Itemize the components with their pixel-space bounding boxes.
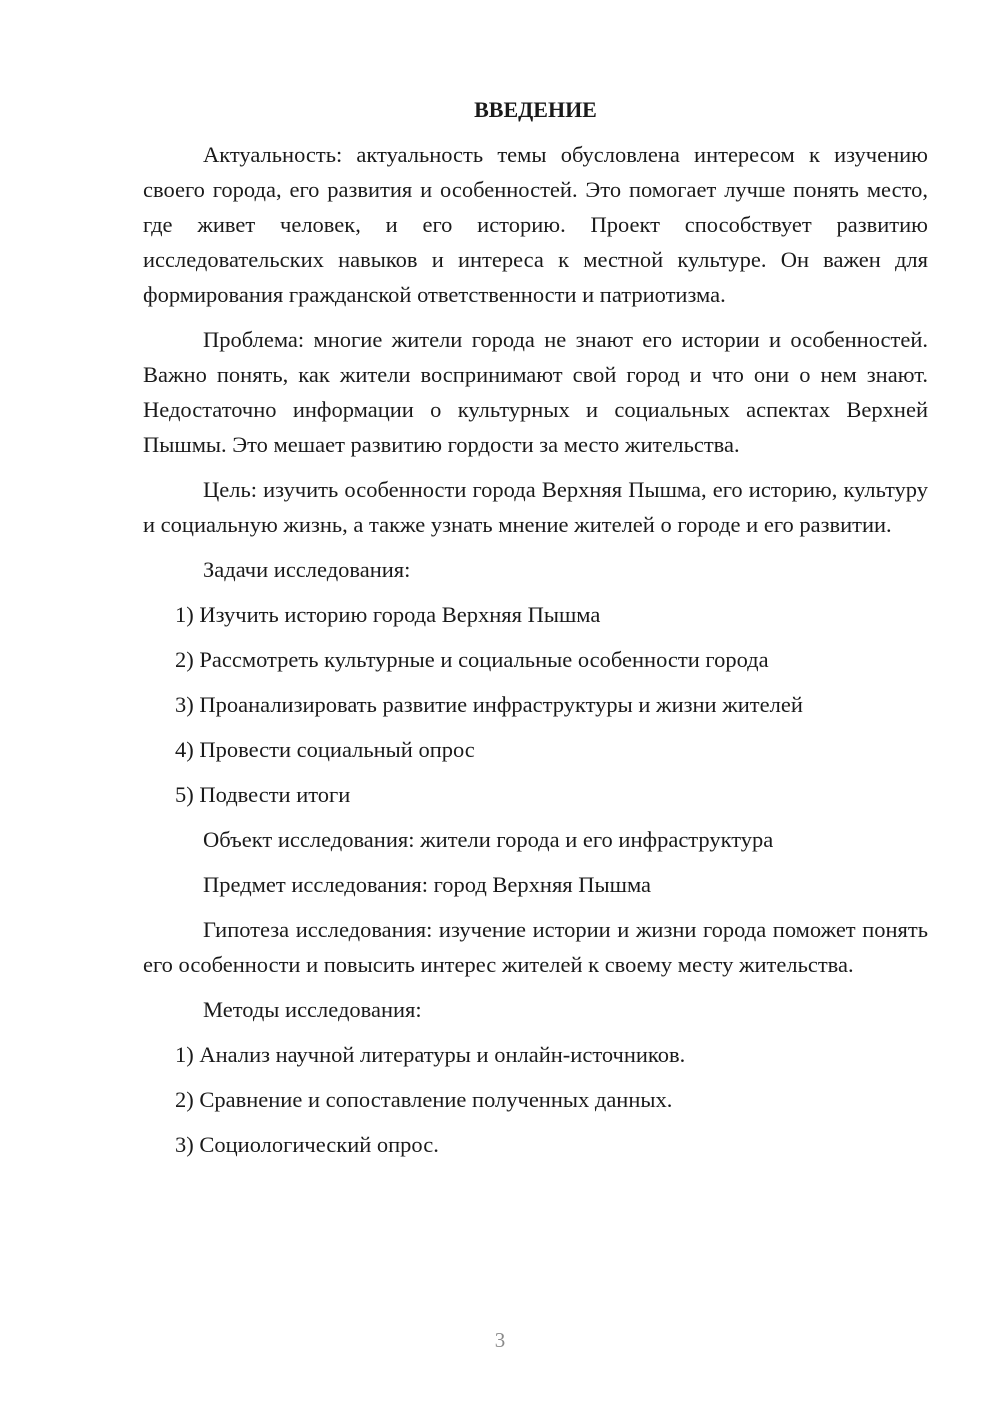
hypothesis-paragraph: Гипотеза исследования: изучение истории и жизни города поможет понять его особенности и повысить интерес жителей к своему месту жительства. bbox=[143, 917, 928, 977]
problem-paragraph: Проблема: многие жители города не знают его истории и особенностей. Важно понять, как жители воспринимают свой город и что они о нем знают. Недостаточно информации о культурных и социальных аспектах Верхней Пышмы. Это мешает развитию гордости за место жительства. bbox=[143, 327, 928, 457]
task-item: 4) Провести социальный опрос bbox=[175, 737, 475, 762]
method-item: 3) Социологический опрос. bbox=[175, 1132, 439, 1157]
task-item: 3) Проанализировать развитие инфраструктуры и жизни жителей bbox=[175, 692, 803, 717]
task-item: 1) Изучить историю города Верхняя Пышма bbox=[175, 602, 601, 627]
page-title: ВВЕДЕНИЕ bbox=[474, 97, 597, 122]
research-object: Объект исследования: жители города и его инфраструктура bbox=[203, 827, 774, 852]
method-item: 2) Сравнение и сопоставление полученных данных. bbox=[175, 1087, 673, 1112]
research-subject: Предмет исследования: город Верхняя Пышма bbox=[203, 872, 652, 897]
method-item: 1) Анализ научной литературы и онлайн-источников. bbox=[175, 1042, 686, 1067]
methods-heading: Методы исследования: bbox=[203, 997, 422, 1022]
goal-paragraph: Цель: изучить особенности города Верхняя Пышма, его историю, культуру и социальную жизнь, а также узнать мнение жителей о городе и его развитии. bbox=[143, 477, 928, 537]
tasks-heading: Задачи исследования: bbox=[203, 557, 411, 582]
task-item: 5) Подвести итоги bbox=[175, 782, 351, 807]
document-page bbox=[143, 92, 928, 1172]
page-number: 3 bbox=[494, 1328, 506, 1352]
relevance-paragraph: Актуальность: актуальность темы обусловлена интересом к изучению своего города, его развития и особенностей. Это помогает лучше понять место, где живет человек, и его историю. Проект способствует развитию исследовательских навыков и интереса к местной культуре. Он важен для формирования гражданской ответственности и патриотизма. bbox=[143, 142, 928, 307]
task-item: 2) Рассмотреть культурные и социальные особенности города bbox=[175, 647, 769, 672]
